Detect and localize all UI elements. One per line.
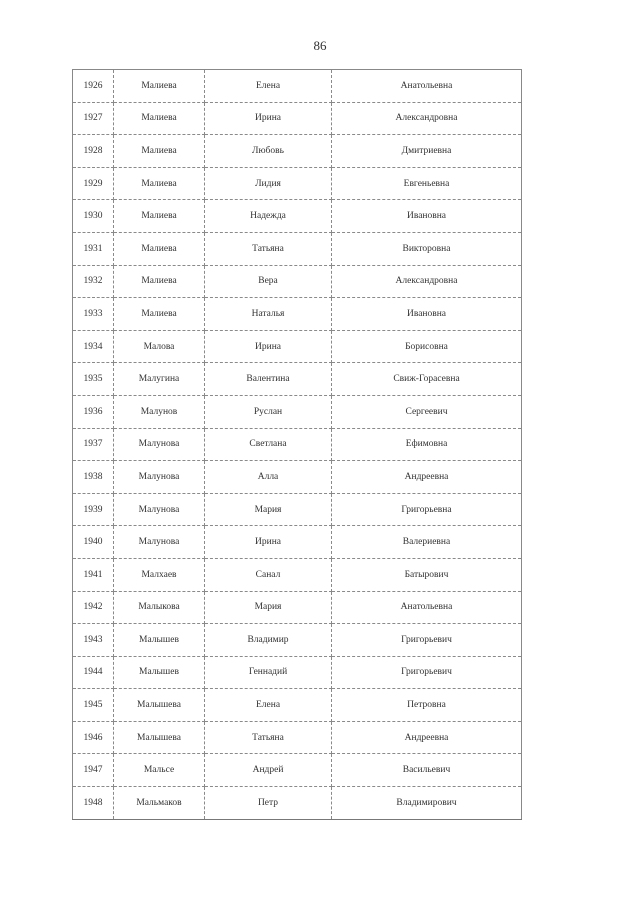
row-number: 1940 [73, 526, 114, 559]
first-name: Вера [205, 265, 332, 298]
first-name: Наталья [205, 298, 332, 331]
roster-table [72, 69, 522, 820]
patronymic: Батырович [332, 558, 522, 591]
table-row [73, 656, 522, 689]
first-name: Татьяна [205, 232, 332, 265]
last-name: Малышев [114, 656, 205, 689]
first-name: Ирина [205, 526, 332, 559]
first-name: Владимир [205, 624, 332, 657]
first-name: Андрей [205, 754, 332, 787]
last-name: Малиева [114, 70, 205, 103]
row-number: 1945 [73, 689, 114, 722]
first-name: Татьяна [205, 721, 332, 754]
row-number: 1944 [73, 656, 114, 689]
patronymic: Ивановна [332, 298, 522, 331]
table-row [73, 787, 522, 820]
first-name: Елена [205, 70, 332, 103]
table-row [73, 624, 522, 657]
last-name: Мальсе [114, 754, 205, 787]
last-name: Малунова [114, 526, 205, 559]
table-row [73, 558, 522, 591]
table-row [73, 232, 522, 265]
last-name: Малиева [114, 265, 205, 298]
first-name: Надежда [205, 200, 332, 233]
table-row [73, 526, 522, 559]
roster-body [73, 70, 522, 820]
patronymic: Александровна [332, 265, 522, 298]
patronymic: Евгеньевна [332, 167, 522, 200]
patronymic: Владимирович [332, 787, 522, 820]
first-name: Мария [205, 591, 332, 624]
row-number: 1947 [73, 754, 114, 787]
patronymic: Александровна [332, 102, 522, 135]
table-row [73, 754, 522, 787]
row-number: 1937 [73, 428, 114, 461]
last-name: Малиева [114, 232, 205, 265]
row-number: 1936 [73, 395, 114, 428]
table-row [73, 363, 522, 396]
row-number: 1933 [73, 298, 114, 331]
table-row [73, 298, 522, 331]
row-number: 1934 [73, 330, 114, 363]
table-row [73, 591, 522, 624]
patronymic: Викторовна [332, 232, 522, 265]
row-number: 1948 [73, 787, 114, 820]
first-name: Любовь [205, 135, 332, 168]
row-number: 1928 [73, 135, 114, 168]
last-name: Малунова [114, 428, 205, 461]
last-name: Малиева [114, 167, 205, 200]
last-name: Малышева [114, 689, 205, 722]
first-name: Елена [205, 689, 332, 722]
last-name: Малышев [114, 624, 205, 657]
table-row [73, 493, 522, 526]
row-number: 1943 [73, 624, 114, 657]
first-name: Руслан [205, 395, 332, 428]
patronymic: Борисовна [332, 330, 522, 363]
last-name: Мальмаков [114, 787, 205, 820]
table-row [73, 428, 522, 461]
last-name: Малова [114, 330, 205, 363]
table-row [73, 102, 522, 135]
first-name: Петр [205, 787, 332, 820]
last-name: Малышева [114, 721, 205, 754]
table-row [73, 330, 522, 363]
patronymic: Григорьевич [332, 624, 522, 657]
last-name: Малунова [114, 461, 205, 494]
table-row [73, 167, 522, 200]
row-number: 1942 [73, 591, 114, 624]
table-row [73, 135, 522, 168]
page-number: 86 [313, 38, 327, 53]
first-name: Ирина [205, 330, 332, 363]
patronymic: Андреевна [332, 461, 522, 494]
last-name: Малугина [114, 363, 205, 396]
patronymic: Ивановна [332, 200, 522, 233]
patronymic: Андреевна [332, 721, 522, 754]
patronymic: Свиж-Горасевна [332, 363, 522, 396]
patronymic: Ефимовна [332, 428, 522, 461]
patronymic: Сергеевич [332, 395, 522, 428]
patronymic: Васильевич [332, 754, 522, 787]
row-number: 1938 [73, 461, 114, 494]
patronymic: Дмитриевна [332, 135, 522, 168]
row-number: 1929 [73, 167, 114, 200]
last-name: Малунова [114, 493, 205, 526]
patronymic: Григорьевна [332, 493, 522, 526]
row-number: 1931 [73, 232, 114, 265]
table-row [73, 200, 522, 233]
first-name: Светлана [205, 428, 332, 461]
last-name: Малхаев [114, 558, 205, 591]
first-name: Алла [205, 461, 332, 494]
last-name: Малиева [114, 298, 205, 331]
table-row [73, 721, 522, 754]
table-row [73, 265, 522, 298]
last-name: Малиева [114, 200, 205, 233]
last-name: Малыкова [114, 591, 205, 624]
table-row [73, 689, 522, 722]
patronymic: Петровна [332, 689, 522, 722]
table-row [73, 395, 522, 428]
first-name: Валентина [205, 363, 332, 396]
first-name: Лидия [205, 167, 332, 200]
row-number: 1935 [73, 363, 114, 396]
first-name: Санал [205, 558, 332, 591]
first-name: Мария [205, 493, 332, 526]
first-name: Геннадий [205, 656, 332, 689]
table-row [73, 461, 522, 494]
patronymic: Валериевна [332, 526, 522, 559]
row-number: 1939 [73, 493, 114, 526]
patronymic: Анатольевна [332, 591, 522, 624]
last-name: Малиева [114, 135, 205, 168]
table-row [73, 70, 522, 103]
first-name: Ирина [205, 102, 332, 135]
row-number: 1932 [73, 265, 114, 298]
row-number: 1946 [73, 721, 114, 754]
last-name: Малунов [114, 395, 205, 428]
patronymic: Григорьевич [332, 656, 522, 689]
last-name: Малиева [114, 102, 205, 135]
row-number: 1927 [73, 102, 114, 135]
row-number: 1930 [73, 200, 114, 233]
patronymic: Анатольевна [332, 70, 522, 103]
row-number: 1941 [73, 558, 114, 591]
row-number: 1926 [73, 70, 114, 103]
